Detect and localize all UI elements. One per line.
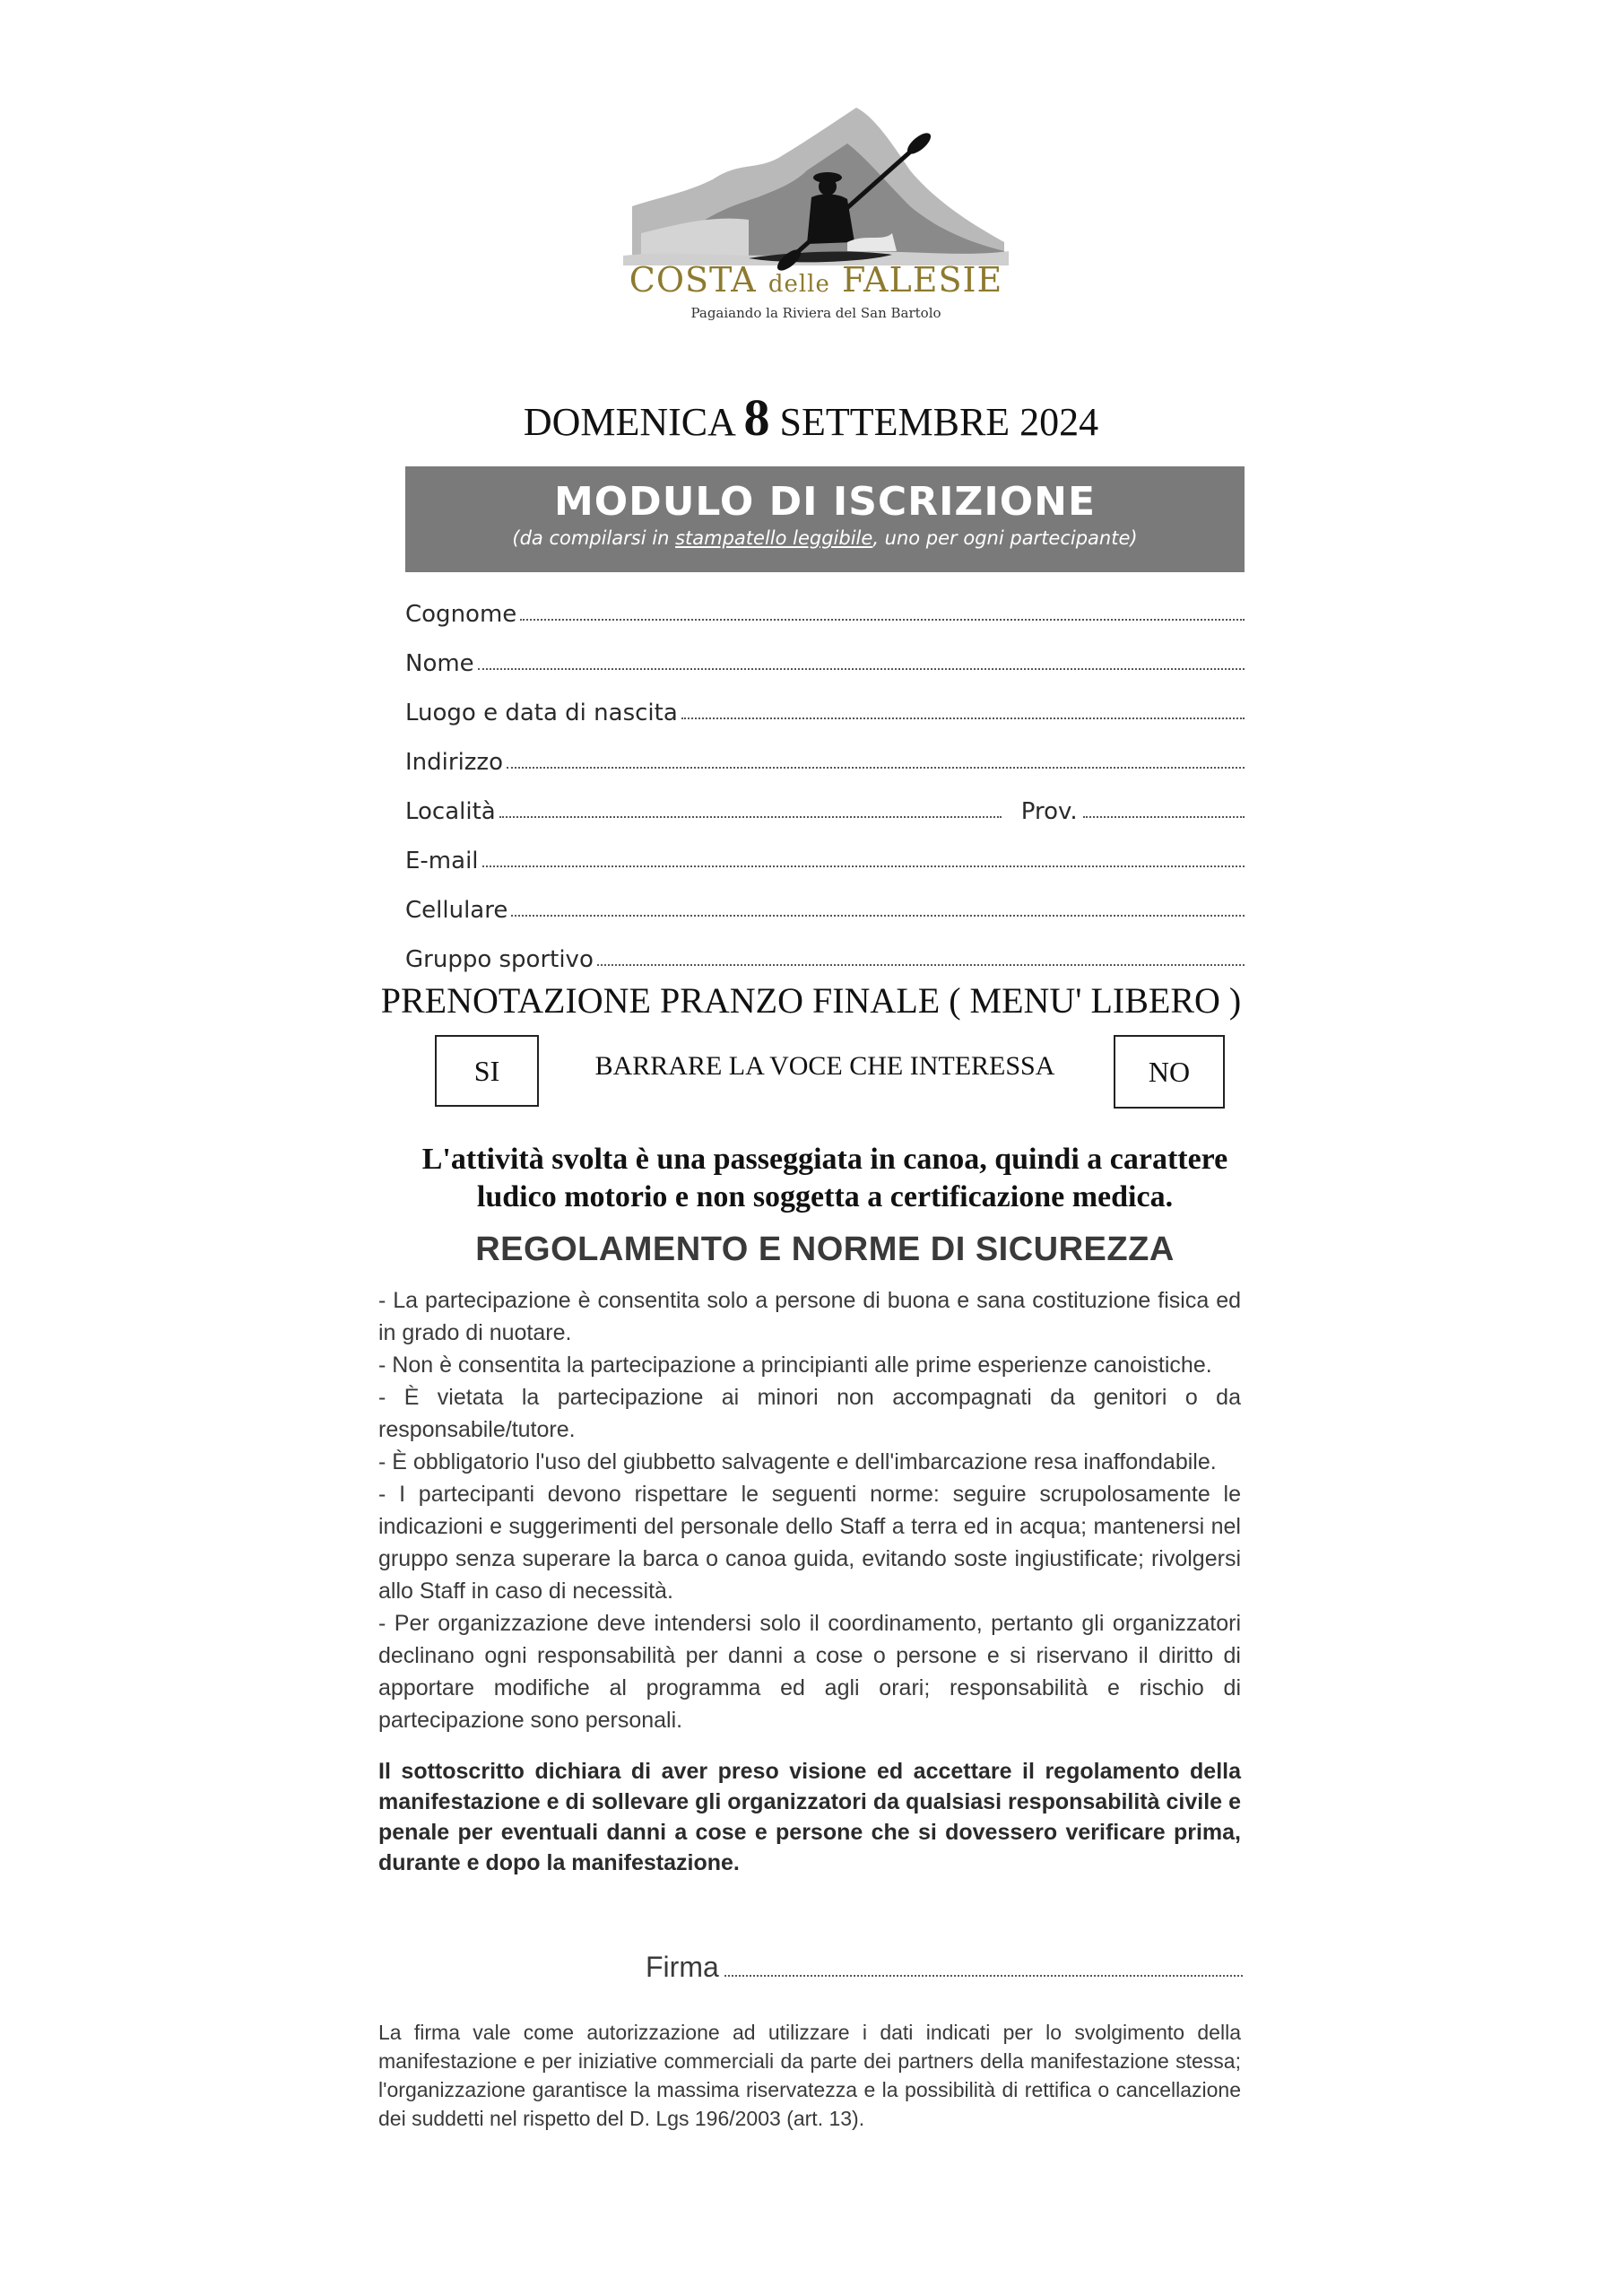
surname-input-line[interactable] (520, 618, 1245, 621)
logo-title: COSTA delle FALESIE (629, 260, 1003, 300)
declaration-text: Il sottoscritto dichiara di aver preso visione ed accettare il regolamento della manifestazione e di sollevare gli organizzatori da qualsiasi responsabilità civile e penale per eventuali danni a cose e persone che si dovessero verificare prima, durante e dopo la manifestazione. (378, 1759, 1241, 1875)
province-label: Prov. (1020, 798, 1078, 825)
email-input-line[interactable] (482, 865, 1245, 867)
logo-subtitle: Pagaiando la Riviera del San Bartolo (690, 305, 941, 321)
birth-label: Luogo e data di nascita (405, 700, 678, 726)
name-field[interactable] (405, 638, 1245, 677)
signature-input-line[interactable] (724, 1974, 1243, 1977)
birth-input-line[interactable] (681, 717, 1245, 719)
name-label: Nome (405, 650, 474, 677)
province-input-line[interactable] (1083, 815, 1245, 818)
activity-note-line: L'attività svolta è una passeggiata in canoa, quindi a carattere (421, 1143, 1228, 1176)
mobile-field[interactable] (405, 884, 1245, 924)
email-label: E-mail (405, 848, 479, 874)
surname-field[interactable] (405, 588, 1245, 628)
sport-group-input-line[interactable] (597, 963, 1245, 966)
address-field[interactable] (405, 736, 1245, 776)
privacy-note: La firma vale come autorizzazione ad utilizzare i dati indicati per lo svolgimento della manifestazione e per iniziative commerciali da parte dei partners della manifestazione stessa; l'organizzazione garantisce la massima riservatezza e la possibilità di rettifica o cancellazione dei suddetti nel rispetto del D. Lgs 196/2003 (art. 13). (378, 2021, 1241, 2130)
rule-item: - È obbligatorio l'uso del giubbetto salvagente e dell'imbarcazione resa inaffondabile. (378, 1449, 1217, 1474)
mobile-input-line[interactable] (511, 914, 1245, 917)
city-input-line[interactable] (499, 815, 1002, 818)
lunch-instruction: BARRARE LA VOCE CHE INTERESSA (594, 1051, 1055, 1081)
rule-item: - Per organizzazione deve intendersi solo il coordinamento, pertanto gli organizzatori declinano ogni responsabilità per danni a cose o persone e si riservano il diritto di apportare modifiche al programma ed agli orari; responsabilità e rischio di partecipazione sono personali. (378, 1611, 1241, 1733)
sport-group-field[interactable] (405, 934, 1245, 973)
mobile-label: Cellulare (405, 897, 508, 924)
event-date: DOMENICA 8 SETTEMBRE 2024 (523, 388, 1099, 447)
activity-note (341, 1141, 1309, 1216)
form-subtitle: (da compilarsi in stampatello leggibile, uno per ogni partecipante) (512, 527, 1138, 549)
rule-item: - La partecipazione è consentita solo a persone di buona e sana costituzione fisica ed in grado di nuotare. (378, 1288, 1241, 1345)
lunch-booking-title: PRENOTAZIONE PRANZO FINALE ( MENU' LIBERO ) (380, 980, 1242, 1021)
email-field[interactable] (405, 835, 1245, 874)
address-input-line[interactable] (507, 766, 1245, 769)
lunch-yes-box[interactable]: SI (435, 1035, 539, 1107)
activity-note-line: ludico motorio e non soggetta a certificazione medica. (476, 1180, 1174, 1213)
sport-group-label: Gruppo sportivo (405, 946, 594, 973)
city-field[interactable] (405, 786, 1245, 825)
rules-title: REGOLAMENTO E NORME DI SICUREZZA (475, 1231, 1175, 1268)
lunch-no-box[interactable]: NO (1114, 1035, 1225, 1109)
signature-label: Firma (646, 1951, 719, 1983)
city-label: Località (405, 798, 496, 825)
name-input-line[interactable] (478, 667, 1245, 670)
rules-list (378, 1284, 1241, 1736)
rule-item: - È vietata la partecipazione ai minori non accompagnati da genitori o da responsabile/tutore. (378, 1385, 1241, 1442)
address-label: Indirizzo (405, 749, 503, 776)
rule-item: - I partecipanti devono rispettare le seguenti norme: seguire scrupolosamente le indicazioni e suggerimenti del personale dello Staff a terra ed in acqua; mantenersi nel gruppo senza superare la barca o canoa guida, evitando soste ingiustificate; rivolgersi allo Staff in caso di necessità. (378, 1482, 1241, 1604)
surname-label: Cognome (405, 601, 517, 628)
form-title: MODULO DI ISCRIZIONE (553, 479, 1096, 525)
signature-field[interactable] (646, 1944, 1243, 1984)
rule-item: - Non è consentita la partecipazione a principianti alle prime esperienze canoistiche. (378, 1352, 1212, 1378)
birth-field[interactable] (405, 687, 1245, 726)
form-header-banner (405, 466, 1245, 572)
